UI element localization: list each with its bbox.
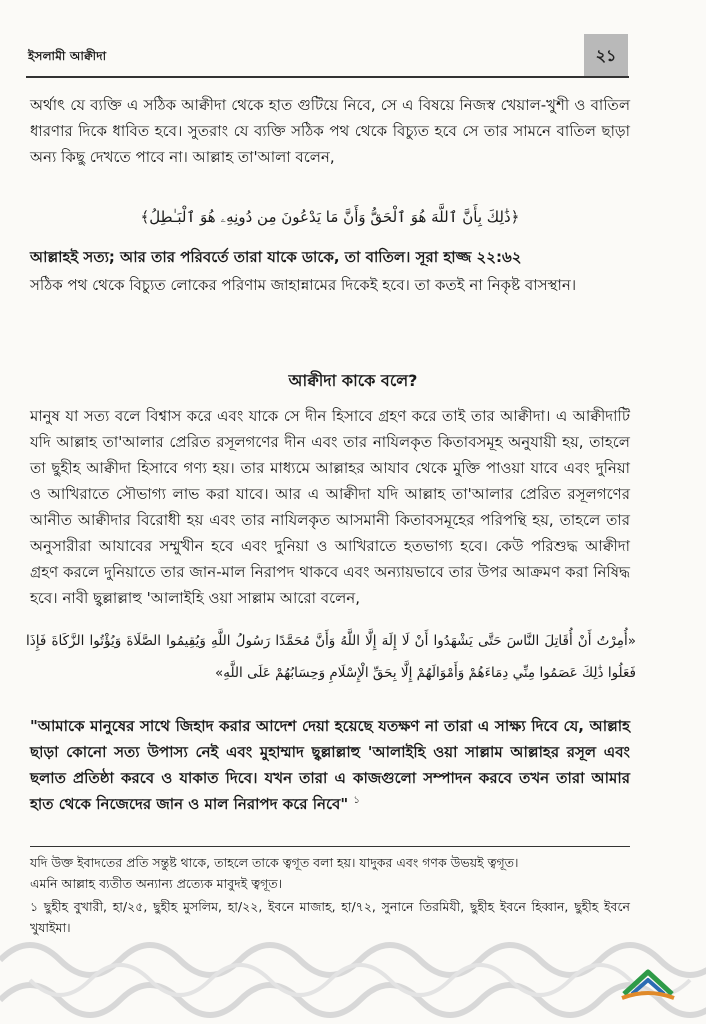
quran-verse-arabic: ﴿ذَٰلِكَ بِأَنَّ ٱللَّهَ هُوَ ٱلْحَقُّ وَأَنَّ مَا يَدْعُونَ مِن دُونِهِۦ هُوَ ٱلْبَـٰطِلُ﴾ <box>140 208 520 226</box>
footnote-reference: ১ <box>353 795 360 806</box>
running-header-title: ইসলামী আক্বীদা <box>28 49 107 63</box>
footnote-line-3: ১ ছুহীহ বুখারী, হা/২৫, ছুহীহ মুসলিম, হা/২২, ইবনে মাজাহ, হা/৭২, সুনানে তিরমিযী, ছুহীহ ইবনে হিব্বান, ছুহীহ ইবনে খুযাইমা। <box>30 899 630 935</box>
paragraph-definition: মানুষ যা সত্য বলে বিশ্বাস করে এবং যাকে সে দীন হিসাবে গ্রহণ করে তাই তার আক্বীদা। এ আক্বীদাটি যদি আল্লাহ তা'আলার প্রেরিত রসূলগণের দীন এবং তার নাযিলকৃত কিতাবসমূহ অনুযায়ী হয়, তাহলে তা ছুহীহ আক্বীদা হিসাবে গণ্য হয়। তার মাধ্যমে আল্লাহর আযাব থেকে মুক্তি পাওয়া যাবে এবং দুনিয়া ও আখিরাতে সৌভাগ্য লাভ করা যাবে। আর এ আক্বীদা যদি আল্লাহ তা'আলার প্রেরিত রসূলগণের আনীত আক্বীদার বিরোধী হয় এবং তার নাযিলকৃত আসমানী কিতাবসমূহের পরিপন্থি হয়, তাহলে তার অনুসারীরা আযাবের সম্মুখীন হবে এবং দুনিয়া ও আখিরাতে হতভাগ্য হবে। কেউ পরিশুদ্ধ আক্বীদা গ্রহণ করলে দুনিয়াতে তার জান-মাল নিরাপদ থাকবে এবং অন্যায়ভাবে তার উপর আক্রমণ করা নিষিদ্ধ হবে। নাবী ছ্বল্লাল্লাহু 'আলাইহি ওয়া সাল্লাম আরো বলেন, <box>30 407 630 607</box>
hadith-translation <box>30 713 630 817</box>
decorative-pattern <box>0 930 706 1024</box>
page-number-text: ২১ <box>595 45 617 65</box>
section-heading: আক্বীদা কাকে বলে? <box>288 371 418 390</box>
footnote-divider <box>30 846 630 847</box>
verse-translation: আল্লাহই সত্য; আর তার পরিবর্তে তারা যাকে ডাকে, তা বাতিল। সূরা হাজ্জ ২২:৬২ <box>30 248 522 266</box>
footnotes <box>30 852 630 938</box>
page-number <box>584 34 628 78</box>
publisher-logo-icon <box>618 964 678 1004</box>
paragraph-intro: অর্থাৎ যে ব্যক্তি এ সঠিক আক্বীদা থেকে হাত গুটিয়ে নিবে, সে এ বিষয়ে নিজস্ব খেয়াল-খুশী ও বাতিল ধারণার দিকে ধাবিত হবে। সুতরাং যে ব্যক্তি সঠিক পথ থেকে বিচ্যুত হবে সে তার সামনে বাতিল ছাড়া অন্য কিছু দেখতে পাবে না। আল্লাহ তা'আলা বলেন, <box>30 96 630 166</box>
header-divider <box>26 76 629 78</box>
footnote-line-1: যদি উক্ত ইবাদতের প্রতি সন্তুষ্ট থাকে, তাহলে তাকে ত্বগূত বলা হয়। যাদুকর এবং গণক উভয়ই ত্বগূত। <box>30 855 519 870</box>
footnote-line-2: এমনি আল্লাহ ব্যতীত অন্যান্য প্রত্যেক মাবুদই ত্বগূত। <box>30 876 283 891</box>
hadith-arabic: «أُمِرْتُ أَنْ أُقَاتِلَ النَّاسَ حَتَّى يَشْهَدُوا أَنْ لَا إِلَهَ إِلَّا اللَّهُ وَأَنَّ مُحَمَّدًا رَسُولُ اللَّهِ وَيُقِيمُوا الصَّلَاةَ وَيُؤْتُوا الزَّكَاةَ فَإِذَا فَعَلُوا ذَٰلِكَ عَصَمُوا مِنِّي دِمَاءَهُمْ وَأَمْوَالَهُمْ إِلَّا بِحَقِّ الْإِسْلَامِ وَحِسَابُهُمْ عَلَى اللَّهِ» <box>26 633 636 681</box>
paragraph-outcome: সঠিক পথ থেকে বিচ্যুত লোকের পরিণাম জাহান্নামের দিকেই হবে। তা কতই না নিকৃষ্ট বাসস্থান। <box>30 276 577 294</box>
hadith-translation-text: "আমাকে মানুষের সাথে জিহাদ করার আদেশ দেয়া হয়েছে যতক্ষণ না তারা এ সাক্ষ্য দিবে যে, আল্লাহ ছাড়া কোনো সত্য উপাস্য নেই এবং মুহাম্মাদ ছ্বল্লাল্লাহু 'আলাইহি ওয়া সাল্লাম আল্লাহর রসূল এবং ছলাত প্রতিষ্ঠা করবে ও যাকাত দিবে। যখন তারা এ কাজগুলো সম্পাদন করবে তখন তারা আমার হাত থেকে নিজেদের জান ও মাল নিরাপদ করে নিবে" <box>30 717 630 813</box>
